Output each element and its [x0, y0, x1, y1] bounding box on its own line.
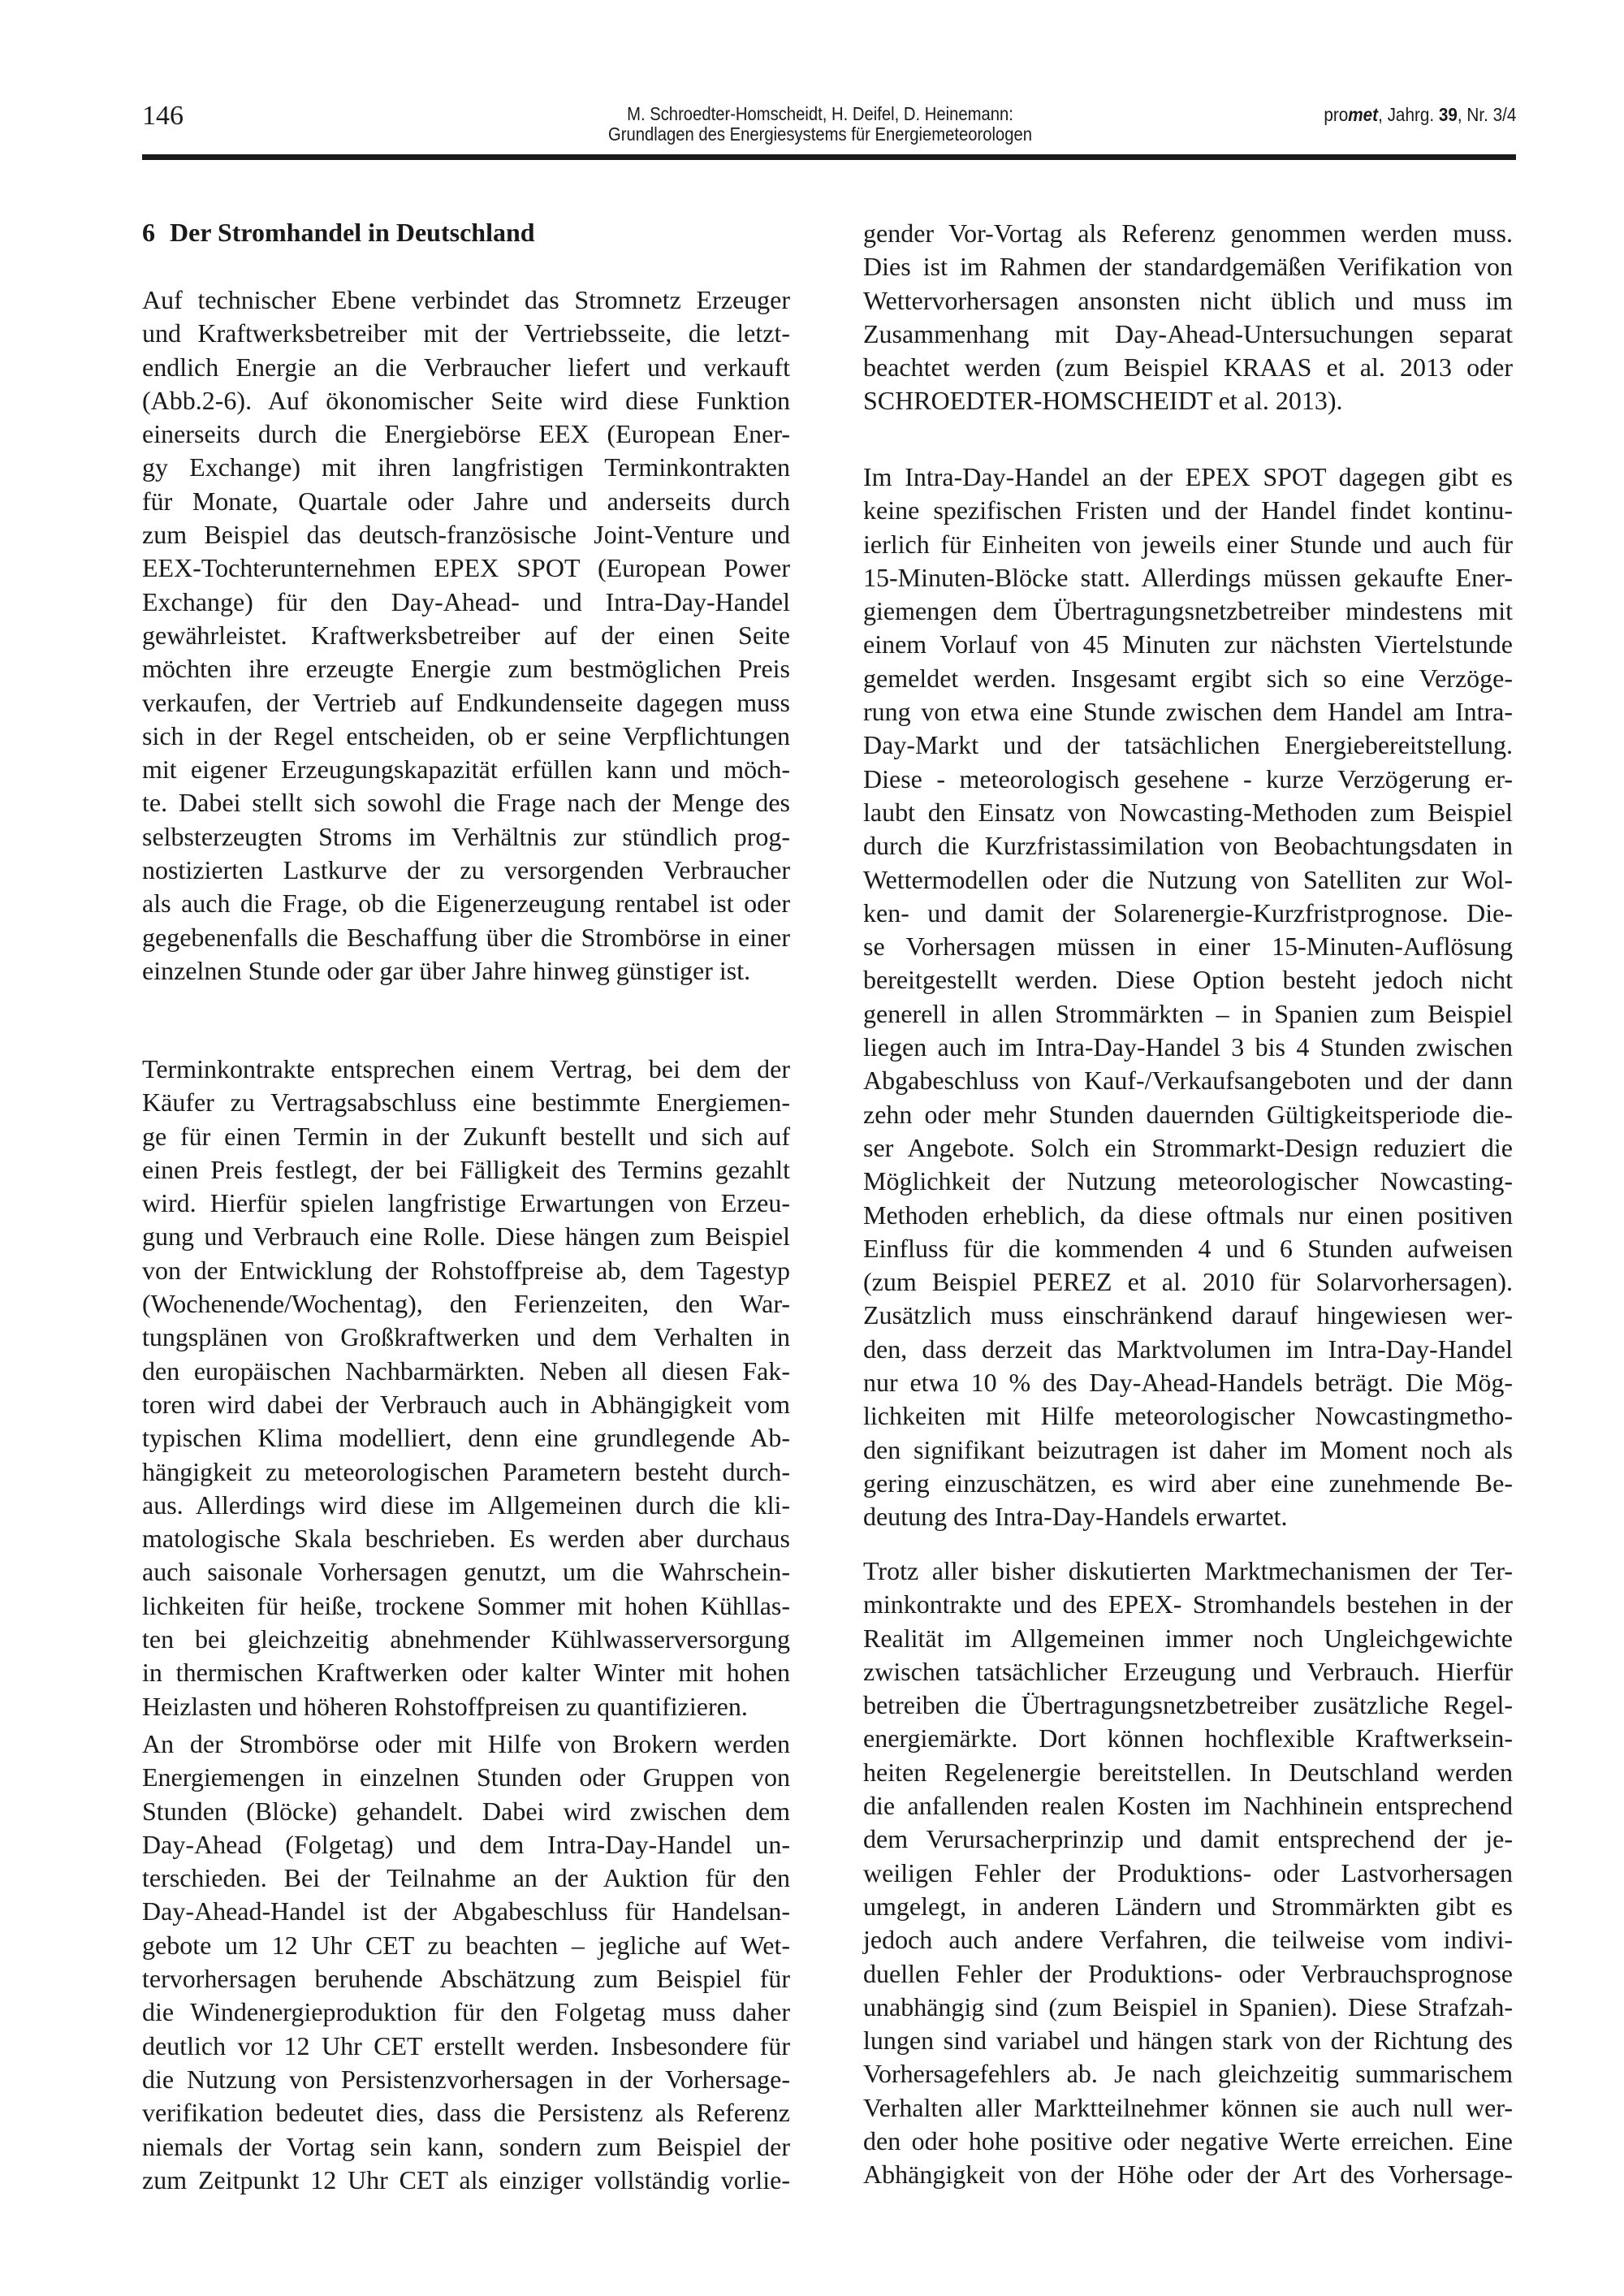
text-line: Day-Ahead-Handel ist der Abgabeschluss für Handelsan-	[142, 1896, 790, 1926]
text-line: von der Entwicklung der Rohstoffpreise ab, dem Tagestyp	[142, 1255, 790, 1285]
text-line: hängigkeit zu meteorologischen Parametern besteht durch-	[142, 1456, 790, 1486]
text-line: (Abb.2-6). Auf ökonomischer Seite wird diese Funktion	[142, 385, 790, 415]
text-line: für Monate, Quartale oder Jahre und anderseits durch	[142, 486, 790, 516]
text-line: wird. Hierfür spielen langfristige Erwartungen von Erzeu-	[142, 1188, 790, 1218]
text-line: verkaufen, der Vertrieb auf Endkundenseite dagegen muss	[142, 687, 790, 717]
text-line: zwischen tatsächlicher Erzeugung und Verbrauch. Hierfür	[863, 1656, 1513, 1686]
text-line: liegen auch im Intra-Day-Handel 3 bis 4 Stunden zwischen	[863, 1032, 1513, 1062]
header-rule	[142, 154, 1516, 160]
text-line: EEX-Tochterunternehmen EPEX SPOT (European Power	[142, 553, 790, 583]
text-line: Terminkontrakte entsprechen einem Vertrag, bei dem der	[142, 1054, 790, 1083]
journal-jahrg: , Jahrg.	[1377, 104, 1439, 125]
text-line: laubt den Einsatz von Nowcasting-Methoden zum Beispiel	[863, 797, 1513, 827]
text-line: Verhalten aller Marktteilnehmer können sie auch null wer-	[863, 2092, 1513, 2122]
text-line: den, dass derzeit das Marktvolumen im Intra-Day-Handel	[863, 1334, 1513, 1364]
text-line: Day-Ahead (Folgetag) und dem Intra-Day-Handel un-	[142, 1829, 790, 1859]
text-line: Day-Markt und der tatsächlichen Energiebereitstellung.	[863, 730, 1513, 760]
text-line: Exchange) für den Day-Ahead- und Intra-Day-Handel	[142, 586, 790, 616]
text-line: gegebenenfalls die Beschaffung über die Strombörse in einer	[142, 922, 790, 952]
text-line: ierlich für Einheiten von jeweils einer Stunde und auch für	[863, 529, 1513, 559]
text-line: gung und Verbrauch eine Rolle. Diese hängen zum Beispiel	[142, 1222, 790, 1252]
text-line: ken- und damit der Solarenergie-Kurzfristprognose. Die-	[863, 897, 1513, 927]
text-line: in thermischen Kraftwerken oder kalter Winter mit hohen	[142, 1658, 790, 1688]
text-line: Zusammenhang mit Day-Ahead-Untersuchungen separat	[863, 318, 1513, 348]
text-line: Heizlasten und höheren Rohstoffpreisen zu quantifizieren.	[142, 1691, 748, 1721]
journal-reference	[1324, 104, 1516, 126]
text-line: Trotz aller bisher diskutierten Marktmechanismen der Ter-	[863, 1556, 1513, 1585]
text-line: heiten Regelenergie bereitstellen. In Deutschland werden	[863, 1757, 1513, 1787]
text-line: selbsterzeugten Stroms im Verhältnis zur stündlich prog-	[142, 821, 790, 851]
text-line: Wettervorhersagen ansonsten nicht üblich und muss im	[863, 285, 1513, 315]
text-line: Abgabeschluss von Kauf-/Verkaufsangeboten und der dann	[863, 1066, 1513, 1096]
running-header-authors: M. Schroedter-Homscheidt, H. Deifel, D. Heinemann:	[627, 103, 1013, 124]
text-line: deutlich vor 12 Uhr CET erstellt werden. Insbesondere für	[142, 2030, 790, 2060]
text-line: unabhängig sind (zum Beispiel in Spanien). Diese Strafzah-	[863, 1991, 1513, 2021]
text-line: Zusätzlich muss einschränkend darauf hingewiesen wer-	[863, 1300, 1513, 1330]
text-line: typischen Klima modelliert, denn eine grundlegende Ab-	[142, 1423, 790, 1453]
running-header-title: Grundlagen des Energiesystems für Energiemeteorologen	[607, 123, 1033, 145]
text-line: An der Strombörse oder mit Hilfe von Brokern werden	[142, 1729, 790, 1758]
text-line: zum Zeitpunkt 12 Uhr CET als einziger vollständig vorlie-	[142, 2164, 790, 2194]
text-line: Auf technischer Ebene verbindet das Stromnetz Erzeuger	[142, 285, 790, 314]
text-line: zum Beispiel das deutsch-französische Joint-Venture und	[142, 520, 790, 550]
section-heading	[142, 218, 535, 248]
text-line: jedoch auch andere Verfahren, die teilweise vom indivi-	[863, 1925, 1513, 1955]
journal-volume: 39	[1438, 104, 1458, 125]
section-number: 6	[142, 218, 155, 247]
text-line: lichkeiten mit Hilfe meteorologischer Nowcastingmetho-	[863, 1401, 1513, 1431]
text-line: nur etwa 10 % des Day-Ahead-Handels beträgt. Die Mög-	[863, 1368, 1513, 1398]
running-header	[527, 104, 1113, 145]
text-line: giemengen dem Übertragungsnetzbetreiber mindestens mit	[863, 596, 1513, 626]
text-line: gemeldet werden. Insgesamt ergibt sich so eine Verzöge-	[863, 663, 1513, 693]
journal-name-pro: pro	[1323, 104, 1348, 125]
text-line: die Windenergieproduktion für den Folgetag muss daher	[142, 1997, 790, 2027]
journal-issue: , Nr. 3/4	[1457, 104, 1516, 125]
paragraph	[863, 460, 1513, 1534]
text-line: mit eigener Erzeugungskapazität erfüllen kann und möch-	[142, 755, 790, 785]
text-line: Wettermodellen oder die Nutzung von Satelliten zur Wol-	[863, 864, 1513, 894]
text-line: Realität im Allgemeinen immer noch Ungleichgewichte	[863, 1623, 1513, 1653]
text-line: generell in allen Strommärkten – in Spanien zum Beispiel	[863, 998, 1513, 1028]
paragraph	[863, 1554, 1513, 2192]
text-line: bereitgestellt werden. Diese Option besteht jedoch nicht	[863, 965, 1513, 995]
text-line: sich in der Regel entscheiden, ob er seine Verpflichtungen	[142, 720, 790, 750]
text-line: toren wird dabei der Verbrauch auch in Abhängigkeit vom	[142, 1389, 790, 1419]
text-line: Stunden (Blöcke) gehandelt. Dabei wird zwischen dem	[142, 1796, 790, 1826]
text-line: tervorhersagen beruhende Abschätzung zum Beispiel für	[142, 1964, 790, 1994]
text-line: gy Exchange) mit ihren langfristigen Terminkontrakten	[142, 452, 790, 482]
text-line: verifikation bedeutet dies, dass die Persistenz als Referenz	[142, 2098, 790, 2128]
text-line: weiligen Fehler der Produktions- oder Lastvorhersagen	[863, 1857, 1513, 1887]
paragraph	[863, 217, 1513, 418]
text-line: tungsplänen von Großkraftwerken und dem Verhalten in	[142, 1322, 790, 1352]
text-line: se Vorhersagen müssen in einer 15-Minuten-Auflösung	[863, 932, 1513, 962]
text-line: (Wochenende/Wochentag), den Ferienzeiten, den War-	[142, 1289, 790, 1319]
text-line: rung von etwa eine Stunde zwischen dem Handel am Intra-	[863, 697, 1513, 727]
text-line: ser Angebote. Solch ein Strommarkt-Design reduziert die	[863, 1132, 1513, 1162]
text-line: den oder hohe positive oder negative Werte erreichen. Eine	[863, 2126, 1513, 2156]
text-line: ge für einen Termin in der Zukunft bestellt und sich auf	[142, 1121, 790, 1151]
text-line: energiemärkte. Dort können hochflexible Kraftwerksein-	[863, 1723, 1513, 1753]
text-line: duellen Fehler der Produktions- oder Verbrauchsprognose	[863, 1958, 1513, 1988]
text-line: Abhängigkeit von der Höhe oder der Art des Vorhersage-	[863, 2160, 1513, 2190]
text-line: deutung des Intra-Day-Handels erwartet.	[863, 1502, 1288, 1532]
text-line: dem Verursacherprinzip und damit entsprechend der je-	[863, 1824, 1513, 1854]
text-line: gering einzuschätzen, es wird aber eine zunehmende Be-	[863, 1468, 1513, 1498]
text-line: gebote um 12 Uhr CET zu beachten – jegliche auf Wet-	[142, 1930, 790, 1960]
text-line: te. Dabei stellt sich sowohl die Frage nach der Menge des	[142, 788, 790, 818]
paragraph	[142, 1727, 790, 2197]
page-number: 146	[142, 101, 184, 131]
text-line: Diese - meteorologisch gesehene - kurze Verzögerung er-	[863, 763, 1513, 793]
text-line: und Kraftwerksbetreiber mit der Vertriebsseite, die letzt-	[142, 318, 790, 348]
text-line: beachtet werden (zum Beispiel KRAAS et al. 2013 oder	[863, 352, 1513, 383]
text-line: Im Intra-Day-Handel an der EPEX SPOT dagegen gibt es	[863, 462, 1513, 491]
text-line: terschieden. Bei der Teilnahme an der Auktion für den	[142, 1863, 790, 1893]
text-line: den signifikant beizutragen ist daher im Moment noch als	[863, 1434, 1513, 1464]
text-line: nostizierten Lastkurve der zu versorgenden Verbraucher	[142, 855, 790, 885]
paragraph	[142, 1053, 790, 1723]
text-line: umgelegt, in anderen Ländern und Strommärkten gibt es	[863, 1891, 1513, 1921]
text-line: lichkeiten für heiße, trockene Sommer mit hohen Kühllas-	[142, 1590, 790, 1620]
text-line: möchten ihre erzeugte Energie zum bestmöglichen Preis	[142, 654, 790, 684]
text-line: SCHROEDTER-HOMSCHEIDT et al. 2013).	[863, 386, 1343, 416]
text-line: einen Preis festlegt, der bei Fälligkeit des Termins gezahlt	[142, 1154, 790, 1184]
section-title: Der Stromhandel in Deutschland	[170, 218, 535, 247]
text-line: ten bei gleichzeitig abnehmender Kühlwasserversorgung	[142, 1624, 790, 1654]
text-line: einem Vorlauf von 45 Minuten zur nächsten Viertelstunde	[863, 629, 1513, 659]
text-line: einzelnen Stunde oder gar über Jahre hinweg günstiger ist.	[142, 955, 751, 985]
text-line: die anfallenden realen Kosten im Nachhinein entsprechend	[863, 1791, 1513, 1821]
text-line: lungen sind variabel und hängen stark von der Richtung des	[863, 2026, 1513, 2056]
text-line: niemals der Vortag sein kann, sondern zum Beispiel der	[142, 2131, 790, 2161]
text-line: Dies ist im Rahmen der standardgemäßen Verifikation von	[863, 252, 1513, 282]
text-line: matologische Skala beschrieben. Es werden aber durchaus	[142, 1524, 790, 1554]
text-line: 15-Minuten-Blöcke statt. Allerdings müssen gekaufte Ener-	[863, 562, 1513, 592]
text-line: gender Vor-Vortag als Referenz genommen werden muss.	[863, 218, 1513, 248]
text-line: aus. Allerdings wird diese im Allgemeinen durch die kli-	[142, 1490, 790, 1520]
text-line: Vorhersagefehlers ab. Je nach gleichzeitig summarischem	[863, 2059, 1513, 2089]
journal-name-met: met	[1347, 104, 1378, 125]
text-line: zehn oder mehr Stunden dauernden Gültigkeitsperiode die-	[863, 1099, 1513, 1129]
text-line: den europäischen Nachbarmärkten. Neben all diesen Fak-	[142, 1356, 790, 1386]
paragraph	[142, 283, 790, 988]
text-line: als auch die Frage, ob die Eigenerzeugung rentabel ist oder	[142, 889, 790, 919]
text-line: durch die Kurzfristassimilation von Beobachtungsdaten in	[863, 831, 1513, 861]
text-line: Methoden erheblich, da diese oftmals nur einen positiven	[863, 1200, 1513, 1230]
text-line: einerseits durch die Energiebörse EEX (European Ener-	[142, 419, 790, 449]
text-line: minkontrakte und des EPEX- Stromhandels bestehen in der	[863, 1589, 1513, 1619]
text-line: betreiben die Übertragungsnetzbetreiber zusätzliche Regel-	[863, 1690, 1513, 1720]
text-line: keine spezifischen Fristen und der Handel findet kontinu-	[863, 495, 1513, 525]
text-line: (zum Beispiel PEREZ et al. 2010 für Solarvorhersagen).	[863, 1267, 1513, 1297]
text-line: Möglichkeit der Nutzung meteorologischer Nowcasting-	[863, 1166, 1513, 1196]
text-line: gewährleistet. Kraftwerksbetreiber auf der einen Seite	[142, 620, 790, 650]
text-line: die Nutzung von Persistenzvorhersagen in der Vorhersage-	[142, 2064, 790, 2094]
text-line: auch saisonale Vorhersagen genutzt, um die Wahrschein-	[142, 1557, 790, 1587]
text-line: Einfluss für die kommenden 4 und 6 Stunden aufweisen	[863, 1233, 1513, 1263]
text-line: endlich Energie an die Verbraucher liefert und verkauft	[142, 352, 790, 382]
text-line: Energiemengen in einzelnen Stunden oder Gruppen von	[142, 1762, 790, 1792]
text-line: Käufer zu Vertragsabschluss eine bestimmte Energiemen-	[142, 1087, 790, 1118]
